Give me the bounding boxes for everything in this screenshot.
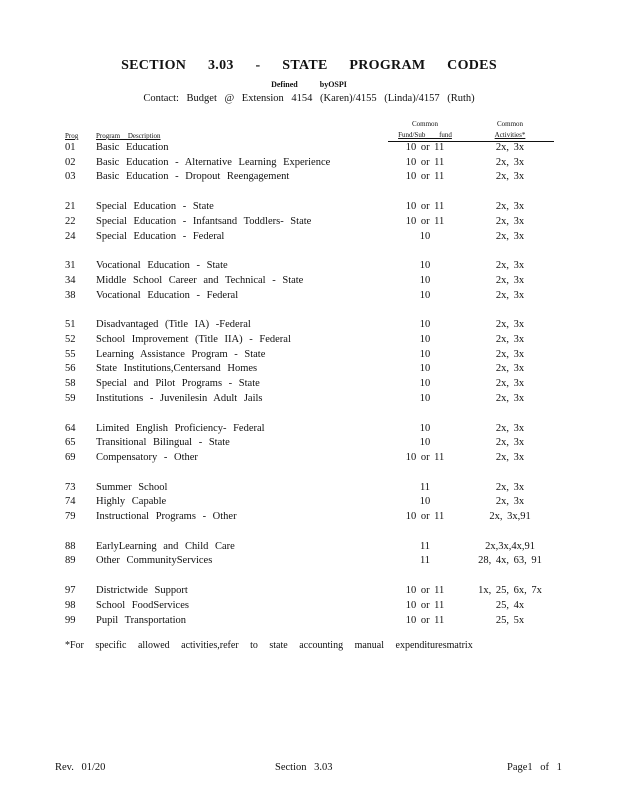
table-row xyxy=(0,481,618,495)
table-row xyxy=(0,510,618,524)
program-code: 64 xyxy=(65,422,76,434)
fund-sub-fund: 10 xyxy=(419,422,431,434)
page-subtitle: Defined byOSPI xyxy=(271,80,347,89)
footnote: *For specific allowed activities,refer to state accounting manual expendituresmatrix xyxy=(65,640,473,651)
table-row xyxy=(0,422,618,436)
table-row xyxy=(0,584,618,598)
common-activities: 2x, 3x xyxy=(495,171,525,183)
common-activities: 28, 4x, 63, 91 xyxy=(478,555,542,567)
fund-sub-fund: 10 or 11 xyxy=(405,511,445,522)
fund-sub-fund: 10 or 11 xyxy=(405,585,445,597)
program-description: State Institutions,Centersand Homes xyxy=(96,363,258,375)
common-activities: 2x, 3x xyxy=(495,392,525,404)
program-description: School Improvement (Title IIA) - Federal xyxy=(96,334,291,345)
program-description: Institutions - Juvenilesin Adult Jails xyxy=(96,392,263,404)
table-row xyxy=(0,274,618,288)
common-activities: 2x, 3x xyxy=(495,156,525,168)
col-header-activities-bottom: Activities* xyxy=(494,131,526,139)
fund-sub-fund: 10 xyxy=(419,319,431,331)
table-row xyxy=(0,215,618,229)
common-activities: 25, 4x xyxy=(495,599,525,611)
fund-sub-fund: 10 or 11 xyxy=(405,171,445,183)
program-description: Basic Education - Dropout Reengagement xyxy=(96,171,290,183)
program-code: 65 xyxy=(65,437,76,449)
table-row xyxy=(0,348,618,362)
common-activities: 2x, 3x xyxy=(495,289,525,301)
contact-line: Contact: Budget @ Extension 4154 (Karen)/4155 (Linda)/4157 (Ruth) xyxy=(143,93,475,104)
fund-sub-fund: 10 or 11 xyxy=(405,142,445,153)
program-description: Special Education - State xyxy=(96,201,214,213)
fund-sub-fund: 10 xyxy=(419,437,431,449)
fund-sub-fund: 10 or 11 xyxy=(405,451,445,463)
program-description: Compensatory - Other xyxy=(96,451,198,463)
program-code: 22 xyxy=(65,215,76,227)
table-row xyxy=(0,362,618,376)
program-code: 51 xyxy=(65,319,76,331)
table-row xyxy=(0,170,618,184)
program-description: Transitional Bilingual - State xyxy=(96,437,230,449)
common-activities: 2x,3x,4x,91 xyxy=(485,540,535,552)
table-row xyxy=(0,392,618,406)
common-activities: 2x, 3x xyxy=(495,437,525,449)
common-activities: 2x, 3x xyxy=(495,422,525,434)
program-description: EarlyLearning and Child Care xyxy=(96,540,235,552)
common-activities: 2x, 3x xyxy=(495,230,525,242)
col-header-activities-top: Common xyxy=(496,120,524,128)
col-header-prog: Prog xyxy=(65,132,79,140)
common-activities: 1x, 25, 6x, 7x xyxy=(478,585,542,597)
table-row xyxy=(0,554,618,568)
fund-sub-fund: 10 xyxy=(419,274,431,286)
program-description: Learning Assistance Program - State xyxy=(96,348,266,360)
table-row xyxy=(0,451,618,465)
fund-sub-fund: 10 xyxy=(419,334,431,345)
table-row xyxy=(0,540,618,554)
program-description: Basic Education - Alternative Learning Experience xyxy=(96,156,331,168)
common-activities: 2x, 3x xyxy=(495,142,525,153)
table-row xyxy=(0,614,618,628)
program-code: 69 xyxy=(65,451,76,463)
col-header-program-description: Program Description xyxy=(96,132,161,140)
col-header-fund-top: Common xyxy=(411,120,439,128)
program-description: Highly Capable xyxy=(96,496,167,508)
program-description: School FoodServices xyxy=(96,599,189,611)
program-code: 38 xyxy=(65,289,76,301)
fund-sub-fund: 10 xyxy=(419,260,431,272)
program-code: 01 xyxy=(65,142,76,153)
table-row xyxy=(0,141,618,155)
program-code: 34 xyxy=(65,274,76,286)
fund-sub-fund: 10 xyxy=(419,363,431,375)
footer-revision: Rev. 01/20 xyxy=(55,762,106,773)
footer-page-number: Page1 of 1 xyxy=(507,762,562,773)
common-activities: 2x, 3x xyxy=(495,363,525,375)
program-description: Middle School Career and Technical - State xyxy=(96,274,304,286)
program-description: Vocational Education - Federal xyxy=(96,289,239,301)
common-activities: 2x, 3x xyxy=(495,348,525,360)
program-code: 79 xyxy=(65,511,76,522)
program-description: Special Education - Infantsand Toddlers- State xyxy=(96,215,312,227)
fund-sub-fund: 11 xyxy=(419,540,431,552)
table-row xyxy=(0,436,618,450)
program-code: 99 xyxy=(65,614,76,626)
common-activities: 25, 5x xyxy=(495,614,525,626)
program-code: 98 xyxy=(65,599,76,611)
program-description: Special Education - Federal xyxy=(96,230,225,242)
program-description: Basic Education xyxy=(96,142,169,153)
common-activities: 2x, 3x xyxy=(495,274,525,286)
program-code: 59 xyxy=(65,392,76,404)
fund-sub-fund: 10 or 11 xyxy=(405,599,445,611)
table-row xyxy=(0,289,618,303)
program-code: 31 xyxy=(65,260,76,272)
program-code: 74 xyxy=(65,496,76,508)
program-description: Vocational Education - State xyxy=(96,260,228,272)
program-description: Limited English Proficiency- Federal xyxy=(96,422,265,434)
program-code: 02 xyxy=(65,156,76,168)
common-activities: 2x, 3x xyxy=(495,215,525,227)
footer-section: Section 3.03 xyxy=(275,762,333,773)
program-description: Districtwide Support xyxy=(96,585,188,597)
table-row xyxy=(0,377,618,391)
program-description: Pupil Transportation xyxy=(96,614,187,626)
table-row xyxy=(0,259,618,273)
program-code: 89 xyxy=(65,555,76,567)
table-row xyxy=(0,333,618,347)
program-description: Other CommunityServices xyxy=(96,555,213,567)
fund-sub-fund: 10 or 11 xyxy=(405,614,445,626)
table-row xyxy=(0,200,618,214)
fund-sub-fund: 10 xyxy=(419,392,431,404)
program-code: 56 xyxy=(65,363,76,375)
program-description: Disadvantaged (Title IA) -Federal xyxy=(96,319,251,331)
table-row xyxy=(0,495,618,509)
program-code: 03 xyxy=(65,171,76,183)
fund-sub-fund: 11 xyxy=(419,555,431,567)
program-code: 58 xyxy=(65,378,76,390)
program-code: 52 xyxy=(65,334,76,345)
fund-sub-fund: 10 or 11 xyxy=(405,156,445,168)
common-activities: 2x, 3x xyxy=(495,319,525,331)
common-activities: 2x, 3x xyxy=(495,481,525,493)
common-activities: 2x, 3x xyxy=(495,334,525,345)
common-activities: 2x, 3x xyxy=(495,201,525,213)
page-title: SECTION 3.03 - STATE PROGRAM CODES xyxy=(121,58,497,73)
table-row xyxy=(0,156,618,170)
fund-sub-fund: 10 xyxy=(419,348,431,360)
table-row xyxy=(0,599,618,613)
common-activities: 2x, 3x xyxy=(495,260,525,272)
program-description: Special and Pilot Programs - State xyxy=(96,378,260,390)
program-description: Instructional Programs - Other xyxy=(96,511,237,522)
fund-sub-fund: 10 xyxy=(419,496,431,508)
program-code: 24 xyxy=(65,230,76,242)
fund-sub-fund: 10 xyxy=(419,378,431,390)
program-code: 88 xyxy=(65,540,76,552)
fund-sub-fund: 10 or 11 xyxy=(405,201,445,213)
program-code: 73 xyxy=(65,481,76,493)
program-code: 21 xyxy=(65,201,76,213)
fund-sub-fund: 10 xyxy=(419,230,431,242)
fund-sub-fund: 10 or 11 xyxy=(405,215,445,227)
common-activities: 2x, 3x,91 xyxy=(489,511,531,522)
table-row xyxy=(0,230,618,244)
program-description: Summer School xyxy=(96,481,168,493)
table-row xyxy=(0,318,618,332)
common-activities: 2x, 3x xyxy=(495,378,525,390)
common-activities: 2x, 3x xyxy=(495,496,525,508)
program-code: 55 xyxy=(65,348,76,360)
common-activities: 2x, 3x xyxy=(495,451,525,463)
program-code: 97 xyxy=(65,585,76,597)
fund-sub-fund: 10 xyxy=(419,289,431,301)
col-header-fund-bottom: Fund/Sub fund xyxy=(398,131,452,139)
fund-sub-fund: 11 xyxy=(419,481,431,493)
